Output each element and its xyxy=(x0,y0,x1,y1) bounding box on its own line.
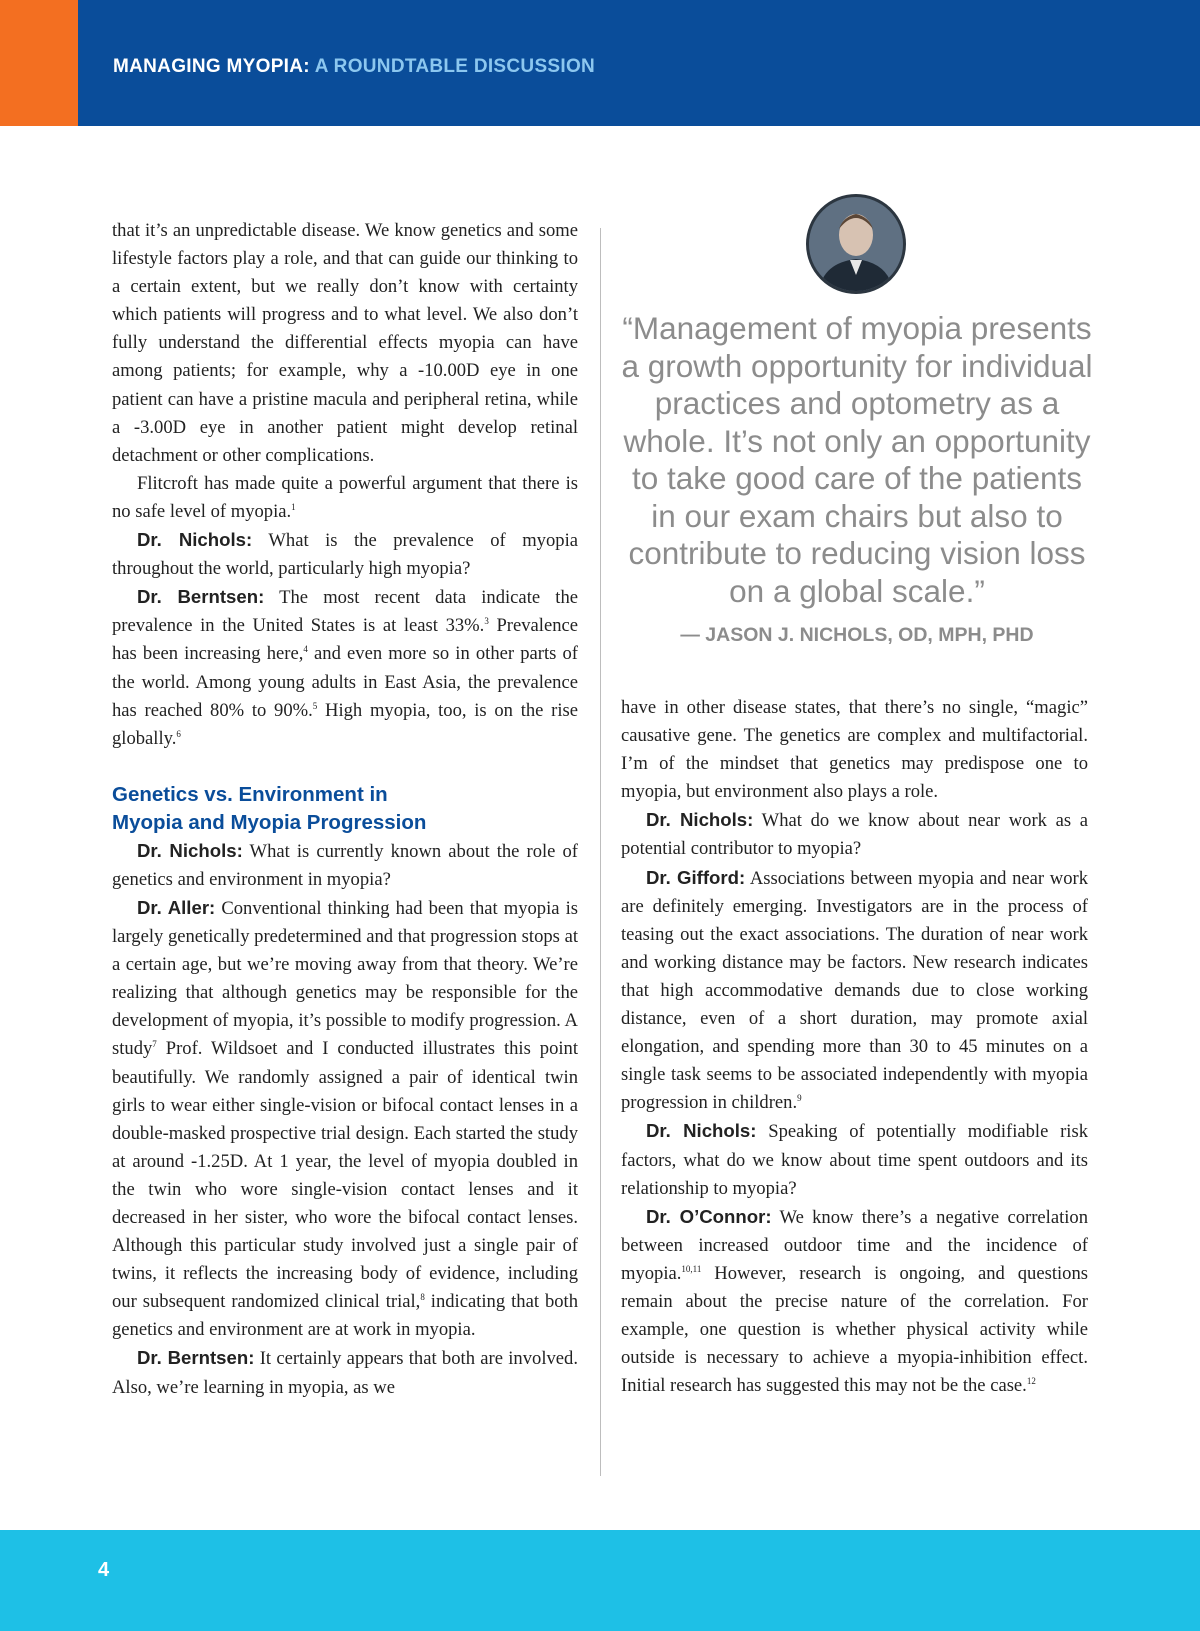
paragraph: Flitcroft has made quite a powerful argument that there is no safe level of myopia.$^1$ xyxy=(112,472,578,522)
page-number: 4 xyxy=(98,1559,110,1581)
header-accent-block xyxy=(0,0,78,126)
header-bar xyxy=(0,0,1200,126)
paragraph: Dr. Nichols: What is currently known about the role of genetics and environment in myopia? xyxy=(112,839,578,890)
right-column xyxy=(621,694,1088,1400)
paragraph: Dr. Nichols: What is the prevalence of myopia throughout the world, particularly high myopia? xyxy=(112,529,578,580)
column-divider xyxy=(600,228,601,1476)
speaker-name: Dr. Berntsen: xyxy=(137,586,265,608)
paragraph: Dr. Nichols: Speaking of potentially modifiable risk factors, what do we know about time spent outdoors and its relationship to myopia? xyxy=(621,1120,1088,1199)
header-title-part2: A ROUNDTABLE DISCUSSION xyxy=(314,56,596,77)
footer-bar xyxy=(0,1530,1200,1631)
speaker-name: Dr. Berntsen: xyxy=(137,1347,255,1369)
section-heading: Genetics vs. Environment in Myopia and Myopia Progression xyxy=(112,782,427,834)
paragraph: Dr. Nichols: What do we know about near work as a potential contributor to myopia? xyxy=(621,809,1088,860)
speaker-name: Dr. O’Connor: xyxy=(646,1205,772,1227)
portrait-photo xyxy=(806,194,906,294)
paragraph: Dr. Berntsen: It certainly appears that both are involved. Also, we’re learning in myopia, as we xyxy=(112,1347,578,1398)
paragraph: Dr. O’Connor: We know there’s a negative correlation between increased outdoor time and the incidence of myopia.$^{10,11}$ However, research is ongoing, and questions remain about the precise nature of the correlation. For example, one question is whether physical activity while outside is necessary to achieve a myopia-inhibition effect. Initial research has suggested this may not be the case.$^{12}$ xyxy=(621,1205,1088,1397)
header-title-part1: MANAGING MYOPIA: xyxy=(113,56,310,77)
paragraph: that it’s an unpredictable disease. We know genetics and some lifestyle factors play a role, and that can guide our thinking to a certain extent, but we really don’t know with certainty which patients will progress and to what level. We also don’t fully understand the differential effects myopia can have among patients; for example, why a -10.00D eye in one patient can have a pristine macula and peripheral retina, while a -3.00D eye in another patient might develop retinal detachment or other complications. xyxy=(112,220,578,466)
speaker-name: Dr. Gifford: xyxy=(646,866,746,888)
paragraph: Dr. Gifford: Associations between myopia and near work are definitely emerging. Investigators are in the process of teasing out the exact associations. The duration of near work and working distance may be factors. New research indicates that high accommodative demands due to close working distance, even of a short duration, may promote axial elongation, and spending more than 30 to 45 minutes on a single task seems to be associated independently with myopia progression in children.$^9$ xyxy=(621,866,1088,1114)
speaker-name: Dr. Nichols: xyxy=(137,529,253,551)
speaker-name: Dr. Aller: xyxy=(137,896,216,918)
paragraph: have in other disease states, that there’s no single, “magic” causative gene. The genetics are complex and multifactorial. I’m of the mindset that genetics may predispose one to myopia, but environment also plays a role. xyxy=(621,697,1088,803)
header-title xyxy=(113,56,595,78)
speaker-name: Dr. Nichols: xyxy=(646,1120,757,1142)
pull-quote-attribution: — JASON J. NICHOLS, OD, MPH, PHD xyxy=(680,624,1034,646)
left-column xyxy=(112,217,578,1402)
speaker-name: Dr. Nichols: xyxy=(137,839,243,861)
paragraph: Dr. Aller: Conventional thinking had been that myopia is largely genetically predetermined and that progression stops at a certain age, but we’re moving away from that theory. We’re realizing that although genetics may be responsible for the development of myopia, it’s possible to modify progression. A study$^7$ Prof. Wildsoet and I conducted illustrates this point beautifully. We randomly assigned a pair of identical twin girls to wear either single-vision or bifocal contact lenses in a double-masked prospective trial design. Each started the study at around -1.25D. At 1 year, the level of myopia doubled in the twin who wore single-vision contact lenses and it decreased in her sister, who wore the bifocal contact lenses. Although this particular study involved just a single pair of twins, it reflects the increasing body of evidence, including our subsequent randomized clinical trial,$^8$ indicating that both genetics and environment are at work in myopia. xyxy=(112,896,579,1341)
speaker-name: Dr. Nichols: xyxy=(646,809,754,831)
pull-quote: “Management of myopia presents a growth opportunity for individual practices and optometry as a whole. It’s not only an opportunity to take good care of the patients in our exam chairs but also to contribute to reducing vision loss on a global scale.” xyxy=(621,310,1093,609)
paragraph: Dr. Berntsen: The most recent data indicate the prevalence in the United States is at least 33%.$^3$ Prevalence has been increasing here,$^4$ and even more so in other parts of the world. Among young adults in East Asia, the prevalence has reached 80% to 90%.$^5$ High myopia, too, is on the rise globally.$^6$ xyxy=(112,586,579,749)
